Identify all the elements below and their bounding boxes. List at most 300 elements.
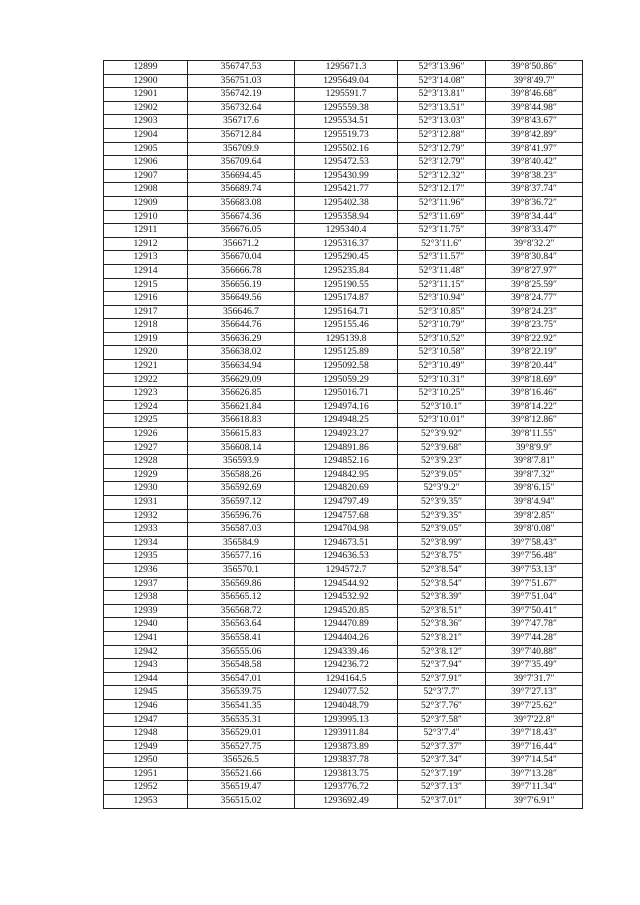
x-coordinate-cell: 356527.75 [188,740,295,754]
latitude-cell: 52°3′9.05″ [398,523,486,537]
point-number-cell: 12945 [104,686,188,700]
point-number-cell: 12938 [104,591,188,605]
point-number-cell: 12908 [104,183,188,197]
longitude-cell: 39°7′11.34″ [486,781,583,795]
longitude-cell: 39°8′16.46″ [486,387,583,401]
longitude-cell: 39°8′44.98″ [486,101,583,115]
table-row [104,686,583,700]
latitude-cell: 52°3′10.01″ [398,414,486,428]
y-coordinate-cell: 1295174.87 [295,292,398,306]
longitude-cell: 39°8′27.97″ [486,264,583,278]
x-coordinate-cell: 356626.85 [188,387,295,401]
latitude-cell: 52°3′8.54″ [398,563,486,577]
longitude-cell: 39°8′42.89″ [486,128,583,142]
y-coordinate-cell: 1295164.71 [295,305,398,319]
longitude-cell: 39°8′2.85″ [486,509,583,523]
point-number-cell: 12925 [104,414,188,428]
table-row [104,387,583,401]
point-number-cell: 12929 [104,468,188,482]
latitude-cell: 52°3′8.36″ [398,618,486,632]
latitude-cell: 52°3′13.96″ [398,61,486,75]
y-coordinate-cell: 1294077.52 [295,686,398,700]
x-coordinate-cell: 356689.74 [188,183,295,197]
point-number-cell: 12940 [104,618,188,632]
longitude-cell: 39°8′4.94″ [486,496,583,510]
x-coordinate-cell: 356597.12 [188,496,295,510]
x-coordinate-cell: 356535.31 [188,713,295,727]
point-number-cell: 12911 [104,224,188,238]
point-number-cell: 12949 [104,740,188,754]
latitude-cell: 52°3′9.05″ [398,468,486,482]
table-row [104,305,583,319]
longitude-cell: 39°7′40.88″ [486,645,583,659]
table-row [104,88,583,102]
y-coordinate-cell: 1295358.94 [295,210,398,224]
table-row [104,115,583,129]
latitude-cell: 52°3′7.76″ [398,699,486,713]
x-coordinate-cell: 356596.76 [188,509,295,523]
table-row [104,631,583,645]
table-row [104,156,583,170]
longitude-cell: 39°8′12.86″ [486,414,583,428]
table-row [104,400,583,414]
longitude-cell: 39°7′22.8″ [486,713,583,727]
longitude-cell: 39°8′6.15″ [486,482,583,496]
table-row [104,713,583,727]
longitude-cell: 39°8′22.19″ [486,346,583,360]
longitude-cell: 39°7′58.43″ [486,536,583,550]
table-row [104,727,583,741]
point-number-cell: 12912 [104,237,188,251]
table-row [104,251,583,265]
x-coordinate-cell: 356515.02 [188,795,295,809]
longitude-cell: 39°8′20.44″ [486,360,583,374]
x-coordinate-cell: 356666.78 [188,264,295,278]
longitude-cell: 39°7′47.78″ [486,618,583,632]
point-number-cell: 12930 [104,482,188,496]
y-coordinate-cell: 1293995.13 [295,713,398,727]
table-row [104,468,583,482]
y-coordinate-cell: 1294404.26 [295,631,398,645]
x-coordinate-cell: 356563.64 [188,618,295,632]
y-coordinate-cell: 1293813.75 [295,767,398,781]
latitude-cell: 52°3′10.79″ [398,319,486,333]
x-coordinate-cell: 356646.7 [188,305,295,319]
x-coordinate-cell: 356636.29 [188,332,295,346]
latitude-cell: 52°3′9.23″ [398,455,486,469]
coordinate-table [103,60,583,809]
y-coordinate-cell: 1294636.53 [295,550,398,564]
y-coordinate-cell: 1295059.29 [295,373,398,387]
latitude-cell: 52°3′11.96″ [398,196,486,210]
x-coordinate-cell: 356676.05 [188,224,295,238]
x-coordinate-cell: 356634.94 [188,360,295,374]
point-number-cell: 12928 [104,455,188,469]
table-row [104,196,583,210]
longitude-cell: 39°8′33.47″ [486,224,583,238]
point-number-cell: 12909 [104,196,188,210]
y-coordinate-cell: 1295155.46 [295,319,398,333]
latitude-cell: 52°3′7.7″ [398,686,486,700]
point-number-cell: 12931 [104,496,188,510]
y-coordinate-cell: 1293873.89 [295,740,398,754]
y-coordinate-cell: 1293776.72 [295,781,398,795]
latitude-cell: 52°3′10.25″ [398,387,486,401]
point-number-cell: 12934 [104,536,188,550]
point-number-cell: 12922 [104,373,188,387]
latitude-cell: 52°3′9.35″ [398,496,486,510]
x-coordinate-cell: 356592.69 [188,482,295,496]
point-number-cell: 12935 [104,550,188,564]
y-coordinate-cell: 1295190.55 [295,278,398,292]
x-coordinate-cell: 356670.04 [188,251,295,265]
table-row [104,360,583,374]
longitude-cell: 39°7′44.28″ [486,631,583,645]
longitude-cell: 39°7′35.49″ [486,659,583,673]
latitude-cell: 52°3′9.68″ [398,441,486,455]
x-coordinate-cell: 356649.56 [188,292,295,306]
longitude-cell: 39°8′37.74″ [486,183,583,197]
y-coordinate-cell: 1294048.79 [295,699,398,713]
y-coordinate-cell: 1295472.53 [295,156,398,170]
point-number-cell: 12948 [104,727,188,741]
point-number-cell: 12937 [104,577,188,591]
latitude-cell: 52°3′13.51″ [398,101,486,115]
point-number-cell: 12906 [104,156,188,170]
longitude-cell: 39°8′11.55″ [486,428,583,442]
longitude-cell: 39°7′14.54″ [486,754,583,768]
x-coordinate-cell: 356694.45 [188,169,295,183]
longitude-cell: 39°7′51.04″ [486,591,583,605]
table-row [104,237,583,251]
point-number-cell: 12947 [104,713,188,727]
x-coordinate-cell: 356588.26 [188,468,295,482]
y-coordinate-cell: 1294757.68 [295,509,398,523]
x-coordinate-cell: 356526.5 [188,754,295,768]
point-number-cell: 12902 [104,101,188,115]
x-coordinate-cell: 356671.2 [188,237,295,251]
x-coordinate-cell: 356712.84 [188,128,295,142]
x-coordinate-cell: 356674.36 [188,210,295,224]
longitude-cell: 39°8′41.97″ [486,142,583,156]
point-number-cell: 12903 [104,115,188,129]
y-coordinate-cell: 1295125.89 [295,346,398,360]
latitude-cell: 52°3′10.49″ [398,360,486,374]
longitude-cell: 39°7′6.91″ [486,795,583,809]
y-coordinate-cell: 1295016.71 [295,387,398,401]
longitude-cell: 39°7′16.44″ [486,740,583,754]
x-coordinate-cell: 356615.83 [188,428,295,442]
table-row [104,645,583,659]
x-coordinate-cell: 356539.75 [188,686,295,700]
latitude-cell: 52°3′9.35″ [398,509,486,523]
y-coordinate-cell: 1295139.8 [295,332,398,346]
table-row [104,740,583,754]
latitude-cell: 52°3′12.17″ [398,183,486,197]
y-coordinate-cell: 1294974.16 [295,400,398,414]
point-number-cell: 12944 [104,672,188,686]
x-coordinate-cell: 356568.72 [188,604,295,618]
point-number-cell: 12913 [104,251,188,265]
latitude-cell: 52°3′12.79″ [398,142,486,156]
latitude-cell: 52°3′8.75″ [398,550,486,564]
longitude-cell: 39°8′32.2″ [486,237,583,251]
latitude-cell: 52°3′8.21″ [398,631,486,645]
x-coordinate-cell: 356717.6 [188,115,295,129]
table-row [104,61,583,75]
y-coordinate-cell: 1294673.51 [295,536,398,550]
x-coordinate-cell: 356683.08 [188,196,295,210]
latitude-cell: 52°3′10.58″ [398,346,486,360]
x-coordinate-cell: 356656.19 [188,278,295,292]
longitude-cell: 39°8′7.81″ [486,455,583,469]
longitude-cell: 39°8′9.9″ [486,441,583,455]
x-coordinate-cell: 356608.14 [188,441,295,455]
x-coordinate-cell: 356565.12 [188,591,295,605]
point-number-cell: 12933 [104,523,188,537]
latitude-cell: 52°3′7.13″ [398,781,486,795]
table-row [104,536,583,550]
y-coordinate-cell: 1293911.84 [295,727,398,741]
longitude-cell: 39°8′36.72″ [486,196,583,210]
longitude-cell: 39°8′25.59″ [486,278,583,292]
x-coordinate-cell: 356584.9 [188,536,295,550]
latitude-cell: 52°3′9.92″ [398,428,486,442]
latitude-cell: 52°3′13.03″ [398,115,486,129]
point-number-cell: 12946 [104,699,188,713]
longitude-cell: 39°8′24.77″ [486,292,583,306]
point-number-cell: 12918 [104,319,188,333]
table-row [104,169,583,183]
longitude-cell: 39°8′22.92″ [486,332,583,346]
longitude-cell: 39°7′25.62″ [486,699,583,713]
point-number-cell: 12915 [104,278,188,292]
x-coordinate-cell: 356709.64 [188,156,295,170]
x-coordinate-cell: 356638.02 [188,346,295,360]
y-coordinate-cell: 1295502.16 [295,142,398,156]
table-row [104,699,583,713]
point-number-cell: 12941 [104,631,188,645]
table-row [104,795,583,809]
table-row [104,332,583,346]
table-row [104,781,583,795]
longitude-cell: 39°7′31.7″ [486,672,583,686]
table-row [104,577,583,591]
x-coordinate-cell: 356548.58 [188,659,295,673]
table-row [104,523,583,537]
y-coordinate-cell: 1295235.84 [295,264,398,278]
y-coordinate-cell: 1295316.37 [295,237,398,251]
x-coordinate-cell: 356709.9 [188,142,295,156]
longitude-cell: 39°7′56.48″ [486,550,583,564]
longitude-cell: 39°8′40.42″ [486,156,583,170]
longitude-cell: 39°7′13.28″ [486,767,583,781]
longitude-cell: 39°8′38.23″ [486,169,583,183]
y-coordinate-cell: 1294948.25 [295,414,398,428]
table-row [104,264,583,278]
x-coordinate-cell: 356593.9 [188,455,295,469]
x-coordinate-cell: 356570.1 [188,563,295,577]
table-row [104,754,583,768]
y-coordinate-cell: 1294164.5 [295,672,398,686]
y-coordinate-cell: 1294797.49 [295,496,398,510]
latitude-cell: 52°3′12.88″ [398,128,486,142]
longitude-cell: 39°8′14.22″ [486,400,583,414]
table-row [104,550,583,564]
x-coordinate-cell: 356555.06 [188,645,295,659]
point-number-cell: 12917 [104,305,188,319]
longitude-cell: 39°8′49.7″ [486,74,583,88]
table-row [104,414,583,428]
point-number-cell: 12926 [104,428,188,442]
x-coordinate-cell: 356569.86 [188,577,295,591]
latitude-cell: 52°3′8.51″ [398,604,486,618]
latitude-cell: 52°3′7.94″ [398,659,486,673]
table-row [104,767,583,781]
longitude-cell: 39°8′30.84″ [486,251,583,265]
x-coordinate-cell: 356541.35 [188,699,295,713]
table-row [104,591,583,605]
latitude-cell: 52°3′8.99″ [398,536,486,550]
point-number-cell: 12943 [104,659,188,673]
longitude-cell: 39°8′43.67″ [486,115,583,129]
point-number-cell: 12936 [104,563,188,577]
table-row [104,142,583,156]
point-number-cell: 12950 [104,754,188,768]
latitude-cell: 52°3′8.39″ [398,591,486,605]
y-coordinate-cell: 1295340.4 [295,224,398,238]
latitude-cell: 52°3′10.1″ [398,400,486,414]
table-row [104,74,583,88]
latitude-cell: 52°3′10.85″ [398,305,486,319]
table-row [104,319,583,333]
point-number-cell: 12932 [104,509,188,523]
y-coordinate-cell: 1294339.46 [295,645,398,659]
point-number-cell: 12900 [104,74,188,88]
y-coordinate-cell: 1295649.04 [295,74,398,88]
point-number-cell: 12899 [104,61,188,75]
y-coordinate-cell: 1295421.77 [295,183,398,197]
x-coordinate-cell: 356547.01 [188,672,295,686]
latitude-cell: 52°3′10.94″ [398,292,486,306]
point-number-cell: 12951 [104,767,188,781]
latitude-cell: 52°3′11.6″ [398,237,486,251]
table-row [104,101,583,115]
y-coordinate-cell: 1294544.92 [295,577,398,591]
table-row [104,224,583,238]
latitude-cell: 52°3′7.34″ [398,754,486,768]
longitude-cell: 39°8′0.08″ [486,523,583,537]
point-number-cell: 12916 [104,292,188,306]
point-number-cell: 12914 [104,264,188,278]
latitude-cell: 52°3′7.91″ [398,672,486,686]
y-coordinate-cell: 1294470.89 [295,618,398,632]
y-coordinate-cell: 1295591.7 [295,88,398,102]
table-row [104,210,583,224]
longitude-cell: 39°8′46.68″ [486,88,583,102]
point-number-cell: 12920 [104,346,188,360]
longitude-cell: 39°7′50.41″ [486,604,583,618]
x-coordinate-cell: 356644.76 [188,319,295,333]
longitude-cell: 39°7′18.43″ [486,727,583,741]
latitude-cell: 52°3′11.57″ [398,251,486,265]
table-row [104,346,583,360]
y-coordinate-cell: 1295671.3 [295,61,398,75]
table-row [104,563,583,577]
x-coordinate-cell: 356621.84 [188,400,295,414]
y-coordinate-cell: 1294532.92 [295,591,398,605]
table-row [104,373,583,387]
table-row [104,183,583,197]
x-coordinate-cell: 356742.19 [188,88,295,102]
y-coordinate-cell: 1294842.95 [295,468,398,482]
point-number-cell: 12901 [104,88,188,102]
point-number-cell: 12952 [104,781,188,795]
longitude-cell: 39°8′7.32″ [486,468,583,482]
y-coordinate-cell: 1294520.85 [295,604,398,618]
latitude-cell: 52°3′7.19″ [398,767,486,781]
latitude-cell: 52°3′10.31″ [398,373,486,387]
table-row [104,455,583,469]
table-row [104,659,583,673]
point-number-cell: 12927 [104,441,188,455]
longitude-cell: 39°8′24.23″ [486,305,583,319]
table-row [104,292,583,306]
point-number-cell: 12953 [104,795,188,809]
latitude-cell: 52°3′12.32″ [398,169,486,183]
table-row [104,278,583,292]
latitude-cell: 52°3′7.01″ [398,795,486,809]
latitude-cell: 52°3′11.69″ [398,210,486,224]
table-row [104,604,583,618]
latitude-cell: 52°3′14.08″ [398,74,486,88]
latitude-cell: 52°3′7.4″ [398,727,486,741]
coordinate-table-body [104,61,583,809]
x-coordinate-cell: 356618.83 [188,414,295,428]
y-coordinate-cell: 1294820.69 [295,482,398,496]
y-coordinate-cell: 1295559.38 [295,101,398,115]
x-coordinate-cell: 356751.03 [188,74,295,88]
latitude-cell: 52°3′12.79″ [398,156,486,170]
table-row [104,441,583,455]
y-coordinate-cell: 1294852.16 [295,455,398,469]
y-coordinate-cell: 1294704.98 [295,523,398,537]
y-coordinate-cell: 1294923.27 [295,428,398,442]
table-row [104,128,583,142]
table-row [104,618,583,632]
y-coordinate-cell: 1294236.72 [295,659,398,673]
point-number-cell: 12921 [104,360,188,374]
point-number-cell: 12904 [104,128,188,142]
y-coordinate-cell: 1295519.73 [295,128,398,142]
longitude-cell: 39°8′34.44″ [486,210,583,224]
latitude-cell: 52°3′8.12″ [398,645,486,659]
latitude-cell: 52°3′13.81″ [398,88,486,102]
latitude-cell: 52°3′9.2″ [398,482,486,496]
x-coordinate-cell: 356732.64 [188,101,295,115]
y-coordinate-cell: 1295402.38 [295,196,398,210]
longitude-cell: 39°7′51.67″ [486,577,583,591]
x-coordinate-cell: 356587.03 [188,523,295,537]
latitude-cell: 52°3′10.52″ [398,332,486,346]
latitude-cell: 52°3′11.15″ [398,278,486,292]
point-number-cell: 12907 [104,169,188,183]
latitude-cell: 52°3′11.48″ [398,264,486,278]
table-row [104,482,583,496]
table-row [104,496,583,510]
y-coordinate-cell: 1294572.7 [295,563,398,577]
point-number-cell: 12939 [104,604,188,618]
